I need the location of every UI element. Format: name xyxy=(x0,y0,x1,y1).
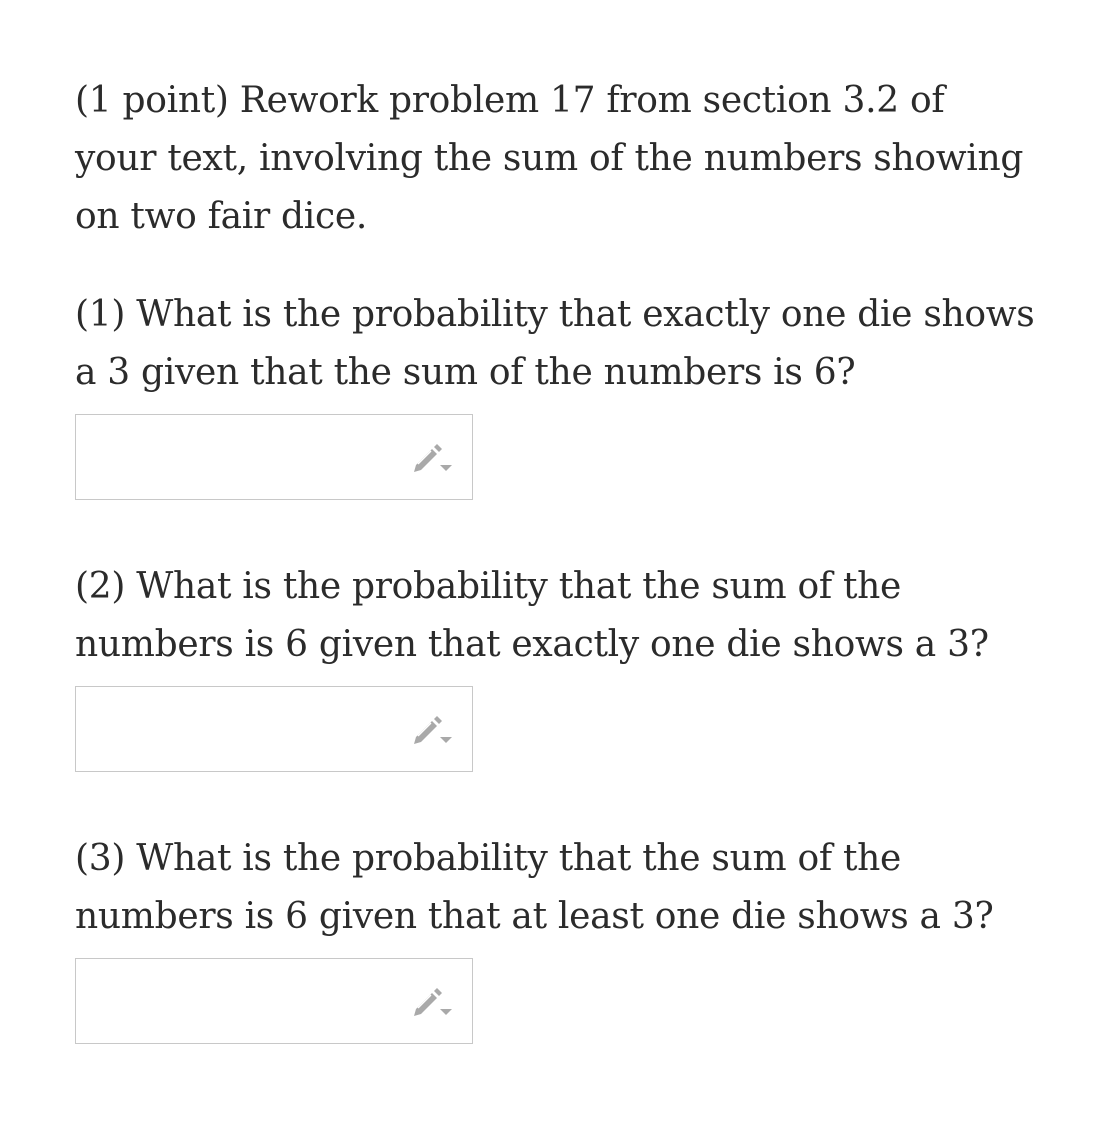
pencil-edit-icon[interactable] xyxy=(410,715,454,747)
problem-intro: (1 point) Rework problem 17 from section 3.2 of your text, involving the sum of the numbers showing on two fair dice. xyxy=(75,80,1024,237)
question-2-text: (2) What is the probability that the sum of the numbers is 6 given that exactly one die shows a 3? xyxy=(75,566,989,665)
answer-input-2[interactable] xyxy=(75,686,473,772)
pencil-edit-icon[interactable] xyxy=(410,987,454,1019)
problem-container xyxy=(75,72,1035,1044)
pencil-edit-icon[interactable] xyxy=(410,443,454,475)
answer-input-3[interactable] xyxy=(75,958,473,1044)
question-1-text: (1) What is the probability that exactly one die shows a 3 given that the sum of the numbers is 6? xyxy=(75,294,1035,393)
question-3-text: (3) What is the probability that the sum of the numbers is 6 given that at least one die shows a 3? xyxy=(75,838,994,937)
answer-input-1[interactable] xyxy=(75,414,473,500)
